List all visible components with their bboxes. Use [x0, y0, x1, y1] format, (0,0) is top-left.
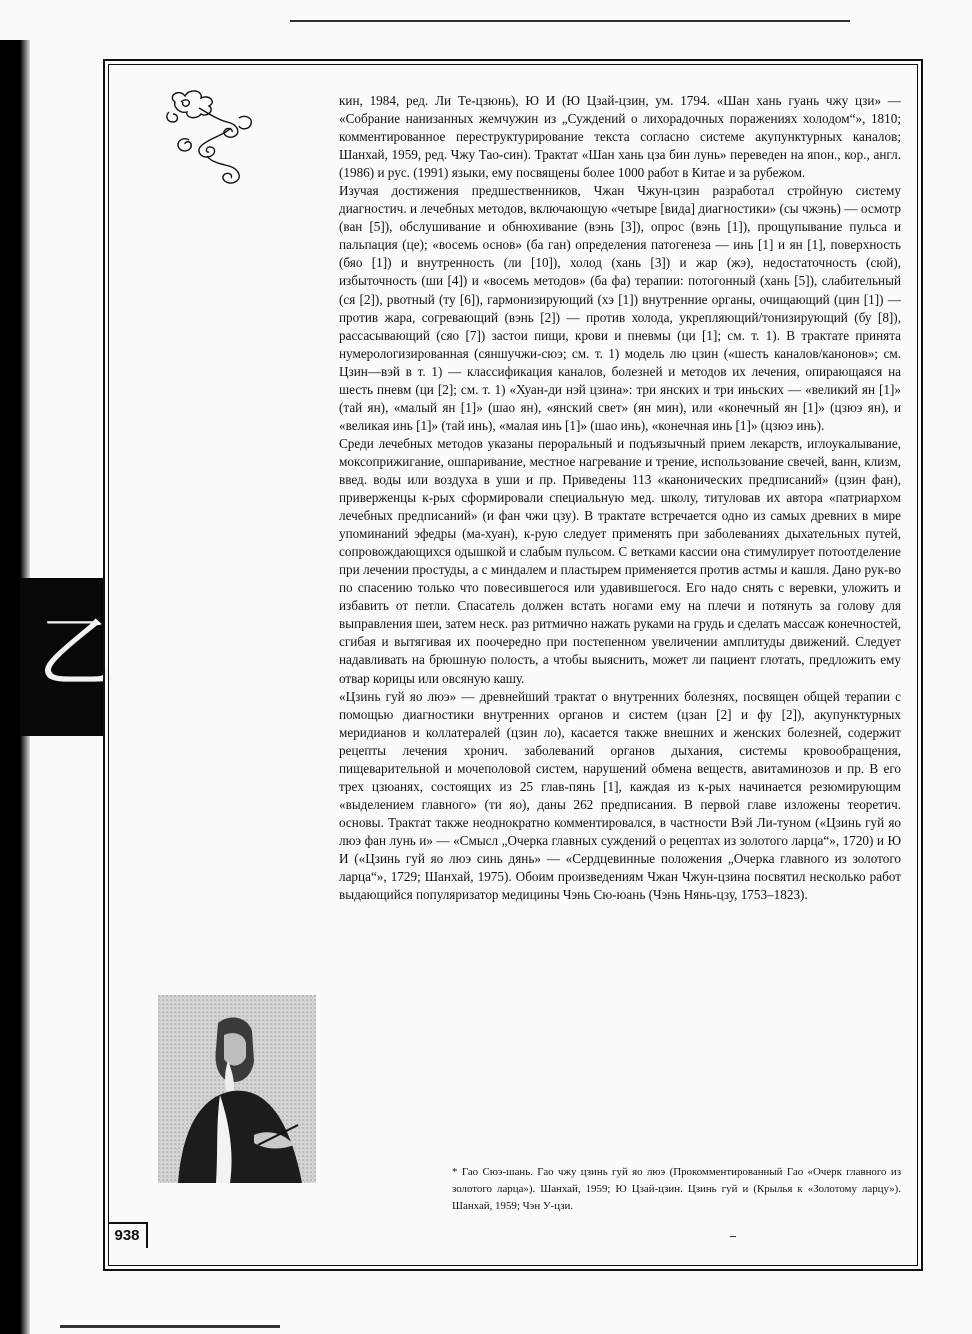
scholar-portrait-icon: [158, 995, 316, 1183]
cloud-scroll-ornament-icon: [155, 88, 265, 188]
paragraph: «Цзинь гуй яо люэ» — древнейший трактат о внутренних болезнях, посвящен общей терапии с помощью диагностики внутренних органов и систем (цзан [2] и фу [2]), акупунктурных меридианов и коллатералей (цзин ло), касается также внешних и женских болезней, содержит рецепты лечения хронич. заболеваний органов дыхания, системы кровообращения, пищеварительной и мочеполовой систем, нарушений обмена веществ, авитаминозов и пр. В его трех цзюанях, состоящих из 25 глав-пянь [1], каждая из к-рых начинается резюмирующим «выделением главного» (ти яо), даны 262 предписания. В первой главе изложены теоретич. основы. Трактат также неоднократно комментировался, в частности Вэй Ли-туном («Цзинь гуй яо люэ фан лунь и» — «Смысл „Очерка главных суждений о рецептах из золотого ларца“», 1720) и Ю И («Цзинь гуй яо люэ синь дянь» — «Сердцевинные положения „Очерка главного из золотого ларца“», 1729; Шанхай, 1975). Обоим произведениям Чжан Чжун-цзина посвятил несколько работ выдающийся популяризатор медицины Чэнь Сю-юань (Чэнь Нянь-цзу, 1753–1823).: [339, 688, 901, 903]
page-number: 938: [108, 1222, 148, 1248]
article-body: [339, 92, 901, 904]
paragraph: кин, 1984, ред. Ли Те-цзюнь), Ю И (Ю Цзай-цзин, ум. 1794. «Шан хань гуань чжу цзи» — «Собрание нанизанных жемчужин из „Суждений о лихорадочных поражениях холодом“», 1810; комментированное переструктурирование текста согласно системе акупунктурных каналов; Шанхай, 1959, ред. Чжу Тао-син). Трактат «Шан хань цза бин лунь» переведен на япон., кор., англ. (1986) и рус. (1991) языки, ему посвящены более 1000 работ в Китае и за рубежом.: [339, 93, 901, 181]
bibliography-footnote: * Гао Сюэ-шань. Гао чжу цзинь гуй яо люэ (Прокомментированный Гао «Очерк главного из золотого ларца»). Шанхай, 1959; Ю Цзай-цзин. Цзинь гуй и (Крылья к «Золотому ларцу»). Шанхай, 1959; Чэн У-цзи.: [452, 1166, 901, 1212]
bottom-rule: [60, 1325, 280, 1328]
paragraph: Среди лечебных методов указаны пероральный и подъязычный прием лекарств, иглоукалывание, моксоприжигание, ошпаривание, местное нагревание и трение, использование свечей, ванн, клизм, введ. воды или воздуха в уши и пр. Приведены 113 «канонических предписаний» (цзин фан), приверженцы к-рых сформировали специальную мед. школу, титуловав их автора «патриархом лечебных предписаний» (и фан чжи цзу). В трактате встречается одно из самых древних в мире упоминаний эфедры (ма-хуан), к-рую следует применять при заболеваниях дыхательных путей, сопровождающихся одышкой и слабым пульсом. С ветками кассии она стимулирует потоотделение при лечении простуды, а с миндалем и пластырем применяется против астмы и кашля. Дано рук-во по спасению только что повесившегося или удавившегося. Его надо снять с веревки, уложить и избавить от петли. Спасатель должен встать ногами ему на плечи и потянуть за голову для выправления шеи, затем неск. раз ритмично нажать руками на грудь и сделать массаж конечностей, сгибая и вытягивая их поочередно при постепенном увеличении амплитуды движений. Следует надавливать на брюшную полость, а чтобы выяснить, может ли пациент глотать, предложить ему отвар корицы или овсяную кашу.: [339, 435, 901, 686]
stray-mark: [730, 1236, 736, 1237]
top-rule: [290, 20, 850, 22]
paragraph: Изучая достижения предшественников, Чжан Чжун-цзин разработал стройную систему диагностич. и лечебных методов, включающую «четыре [вида] диагностики» (сы чжэнь) — осмотр (ван [5]), обслушивание и обнюхивание (вэнь [3]), опрос (вэнь [1]), прощупывание пульса и пальпация (це); «восемь основ» (ба ган) определения патогенеза — инь [1] и ян [1], поверхность (бяо [1]) и внутренность (ли [10]), холод (хань [3]) и жар (жэ), недостаточность (сюй), избыточность (ши [4]) и «восемь методов» (ба фа) терапии: потогонный (хань [5]), слабительный (ся [2]), рвотный (ту [6]), гармонизирующий (хэ [1]) внутренние органы, очищающий (цин [1]) — против жара, согревающий (вэнь [2]) — против холода, укрепляющий/тонизирующий (бу [8]), рассасывающий (сяо [7]) застои пищи, крови и пневмы (ци [1]; см. т. 1). В трактате принята нумерологизированная (сяншучжи-сюэ; см. т. 1) модель лю цзин («шесть каналов/канонов»; см. Цзин—вэй в т. 1) — классификация каналов, болезней и методов их лечения, опирающаяся на шесть пневм (ци [2]; см. т. 1) «Хуан-ди нэй цзина»: три янских и три иньских — «великий ян [1]» (тай ян), «малый ян [1]» (шао ян), «янский свет» (ян мин), или «конечный ян [1]» (цзюэ ян), и «великая инь [1]» (тай инь), «малая инь [1]» (шао инь), «конечная инь [1]» (цзюэ инь).: [339, 183, 901, 433]
section-thumb-glyph: 乙: [38, 608, 117, 698]
